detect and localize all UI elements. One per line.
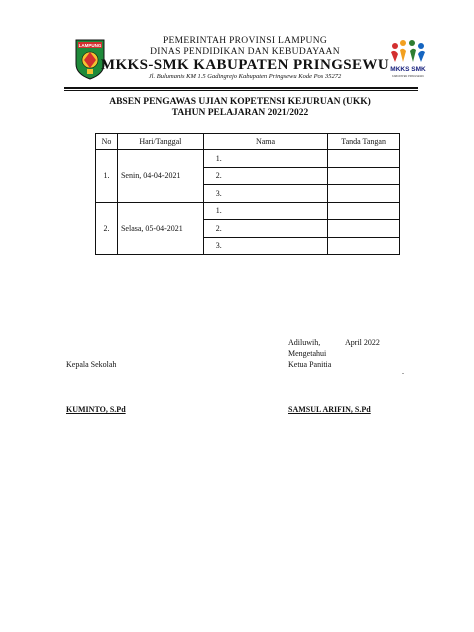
letterhead-organization: MKKS-SMK KABUPATEN PRINGSEWU [100,57,390,73]
row-number: 2. [96,202,118,255]
signature-date: April 2022 [345,338,380,347]
left-signatory-name: KUMINTO, S.Pd [66,405,126,414]
mkks-logo-text: MKKS SMK [390,66,426,73]
signature-place: Adiluwih, [288,338,321,347]
attendance-table [95,133,400,255]
signature-cell [328,220,400,238]
signature-cell [328,185,400,203]
row-date: Selasa, 05-04-2021 [117,202,203,255]
signature-cell [328,150,400,168]
name-cell: 2. [203,167,327,185]
letterhead-rule-thin [64,90,418,91]
mkks-smk-logo [386,38,430,84]
document-title: ABSEN PENGAWAS UJIAN KOPETENSI KEJURUAN (UKK) [109,97,371,107]
header-date: Hari/Tanggal [117,134,203,150]
row-number: 1. [96,150,118,203]
name-cell: 3. [203,185,327,203]
letterhead-department: DINAS PENDIDIKAN DAN KEBUDAYAAN [150,47,340,57]
name-cell: 1. [203,202,327,220]
acknowledged-label: Mengetahui [288,349,327,358]
table-row [96,202,400,220]
table-header-row [96,134,400,150]
name-cell: 1. [203,150,327,168]
right-signatory-name: SAMSUL ARIFIN, S.Pd [288,405,371,414]
row-date: Senin, 04-04-2021 [117,150,203,203]
letterhead-address: Jl. Bulumanis KM 1.5 Gadingrejo Kabupaten Pringsewu Kode Pos 35272 [148,73,342,80]
letterhead-rule-thick [64,87,418,89]
document-subtitle: TAHUN PELAJARAN 2021/2022 [171,108,309,118]
header-signature: Tanda Tangan [328,134,400,150]
name-cell: 3. [203,237,327,255]
name-cell: 2. [203,220,327,238]
stray-dot: . [402,367,404,376]
header-name: Nama [203,134,327,150]
signature-cell [328,167,400,185]
left-role: Kepala Sekolah [66,360,117,369]
lampung-logo-text: LAMPUNG [78,43,102,48]
table-row [96,150,400,168]
letterhead-government: PEMERINTAH PROVINSI LAMPUNG [162,36,328,46]
right-role: Ketua Panitia [288,360,332,369]
signature-cell [328,237,400,255]
signature-cell [328,202,400,220]
header-no: No [96,134,118,150]
mkks-logo-subtext: KABUPATEN PRINGSEWU [391,75,425,78]
